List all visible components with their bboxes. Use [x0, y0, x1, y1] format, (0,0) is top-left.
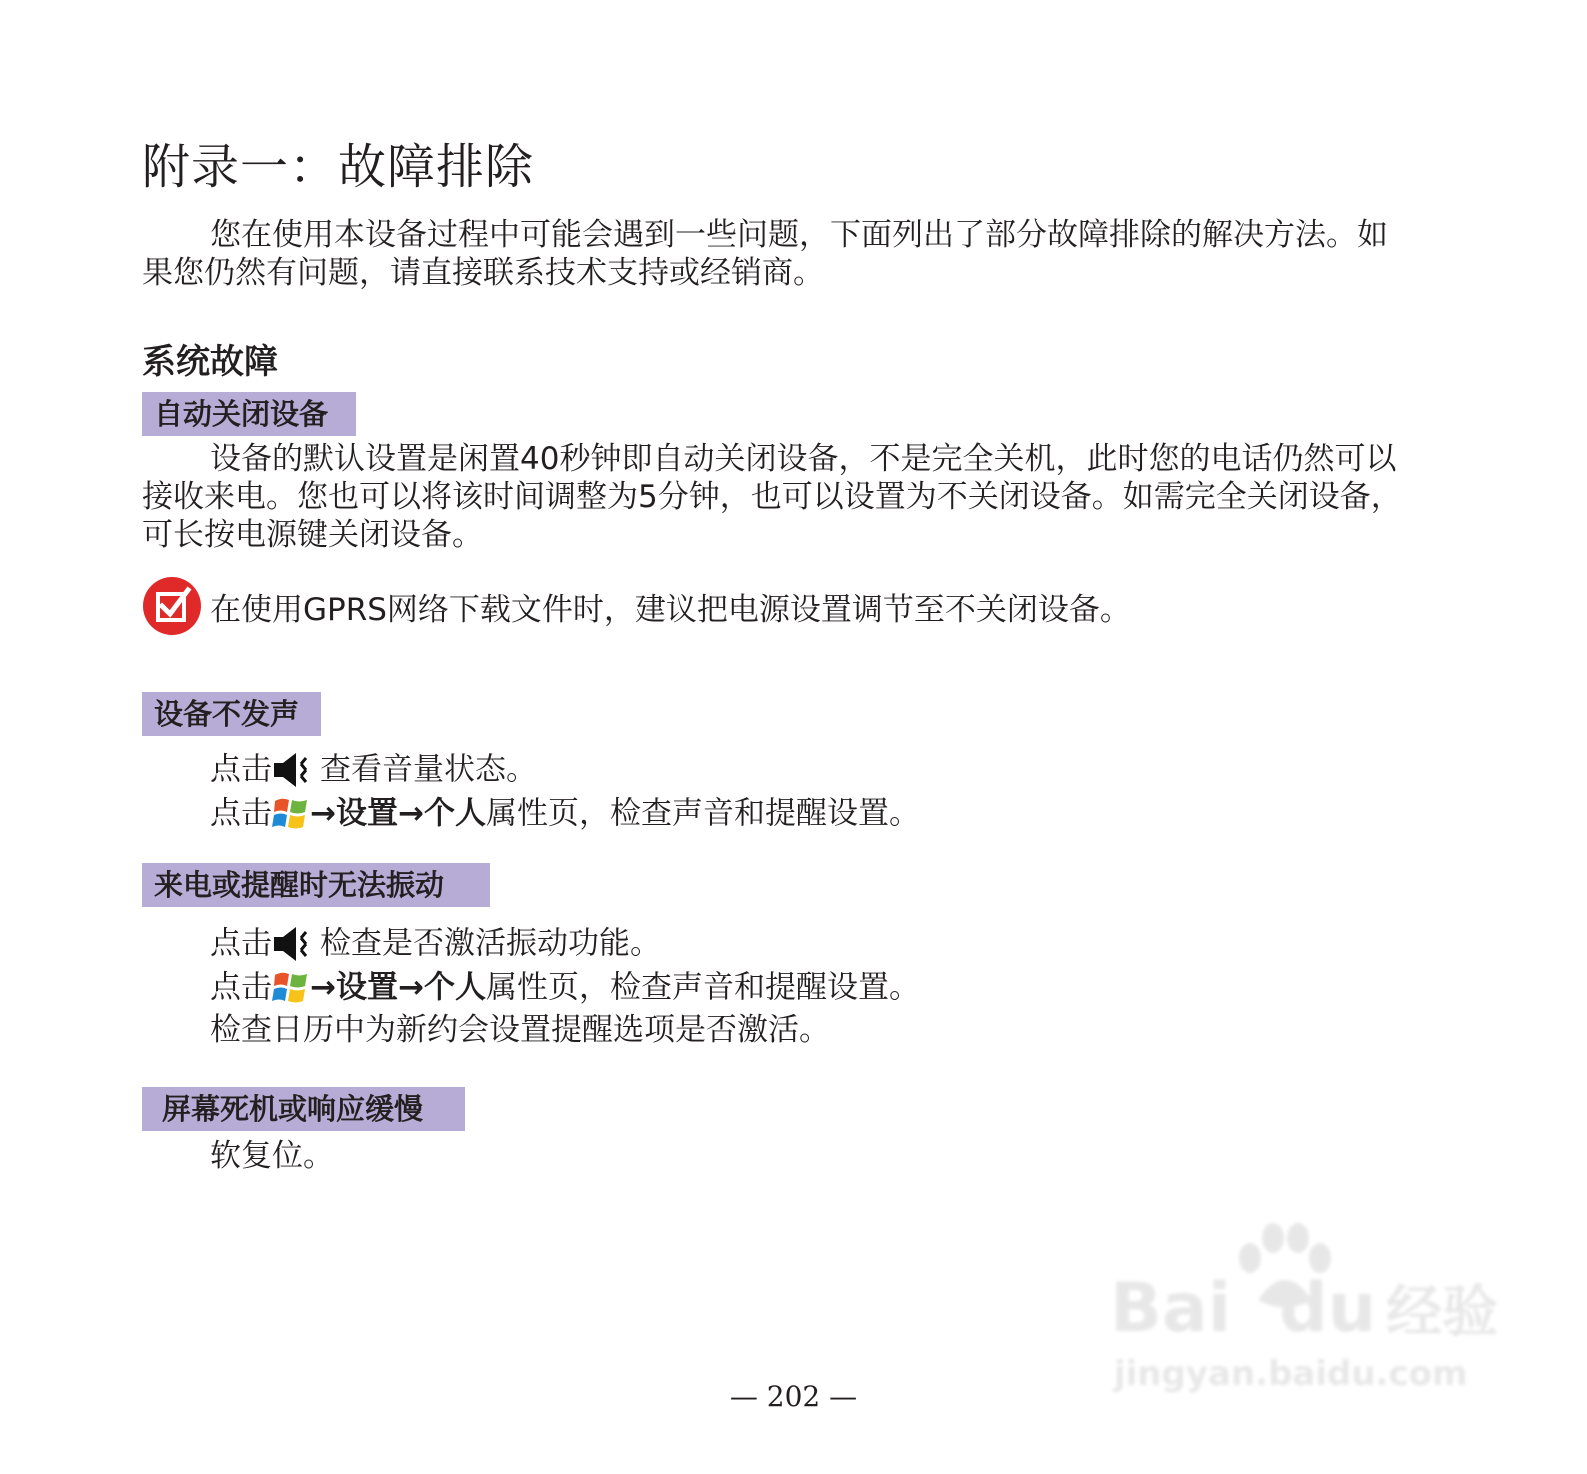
no-sound-line-1	[210, 748, 537, 790]
no-vibrate-line-3: 检查日历中为新约会设置提醒选项是否激活。	[210, 1012, 830, 1048]
watermark-brand-2: du	[1279, 1269, 1377, 1348]
frozen-screen-line-1: 软复位。	[210, 1138, 334, 1174]
personal-label: 个人	[423, 795, 486, 832]
line-text: 点击	[210, 925, 272, 962]
topic-tag-no-sound: 设备不发声	[142, 692, 321, 736]
line-text: 检查是否激活振动功能。	[320, 925, 661, 962]
speaker-icon[interactable]	[272, 924, 320, 964]
topic-tag-auto-off: 自动关闭设备	[142, 392, 356, 436]
arrow: →	[310, 969, 336, 1006]
arrow: →	[310, 795, 336, 832]
topic-tag-frozen-screen: 屏幕死机或响应缓慢	[142, 1087, 465, 1131]
page-title: 附录一：故障排除	[142, 139, 535, 195]
baidu-watermark	[1110, 1220, 1499, 1400]
topic-body-auto-off: 设备的默认设置是闲置40秒钟即自动关闭设备，不是完全关机，此时您的电话仍然可以接收来电。您也可以将该时间调整为5分钟，也可以设置为不关闭设备。如需完全关闭设备，可长按电源键关闭设备。	[142, 441, 1402, 553]
line-text: 属性页，检查声音和提醒设置。	[485, 969, 920, 1006]
windows-start-icon[interactable]	[272, 795, 310, 833]
no-vibrate-line-2	[210, 966, 920, 1008]
check-note-icon	[142, 576, 202, 636]
arrow: →	[397, 969, 424, 1006]
watermark-suffix: 经验	[1386, 1280, 1499, 1345]
no-sound-line-2	[210, 792, 920, 834]
personal-label: 个人	[423, 969, 486, 1006]
windows-start-icon[interactable]	[272, 969, 310, 1007]
line-text: 查看音量状态。	[320, 751, 537, 788]
arrow: →	[397, 795, 424, 832]
line-text: 属性页，检查声音和提醒设置。	[485, 795, 920, 832]
no-vibrate-line-1	[210, 922, 661, 964]
watermark-url: jingyan.baidu.com	[1114, 1354, 1468, 1394]
speaker-icon[interactable]	[272, 750, 320, 790]
note-text: 在使用GPRS网络下载文件时，建议把电源设置调节至不关闭设备。	[210, 592, 1131, 628]
line-text: 点击	[210, 969, 272, 1006]
section-heading: 系统故障	[142, 342, 278, 382]
topic-tag-no-vibrate: 来电或提醒时无法振动	[142, 863, 490, 907]
settings-label: 设置	[335, 795, 398, 832]
watermark-brand: Bai	[1110, 1269, 1232, 1348]
settings-label: 设置	[335, 969, 398, 1006]
intro-paragraph: 您在使用本设备过程中可能会遇到一些问题，下面列出了部分故障排除的解决方法。如果您仍然有问题，请直接联系技术支持或经销商。	[142, 217, 1388, 291]
line-text: 点击	[210, 751, 272, 788]
page-number: — 202 —	[729, 1380, 858, 1413]
line-text: 点击	[210, 795, 272, 832]
